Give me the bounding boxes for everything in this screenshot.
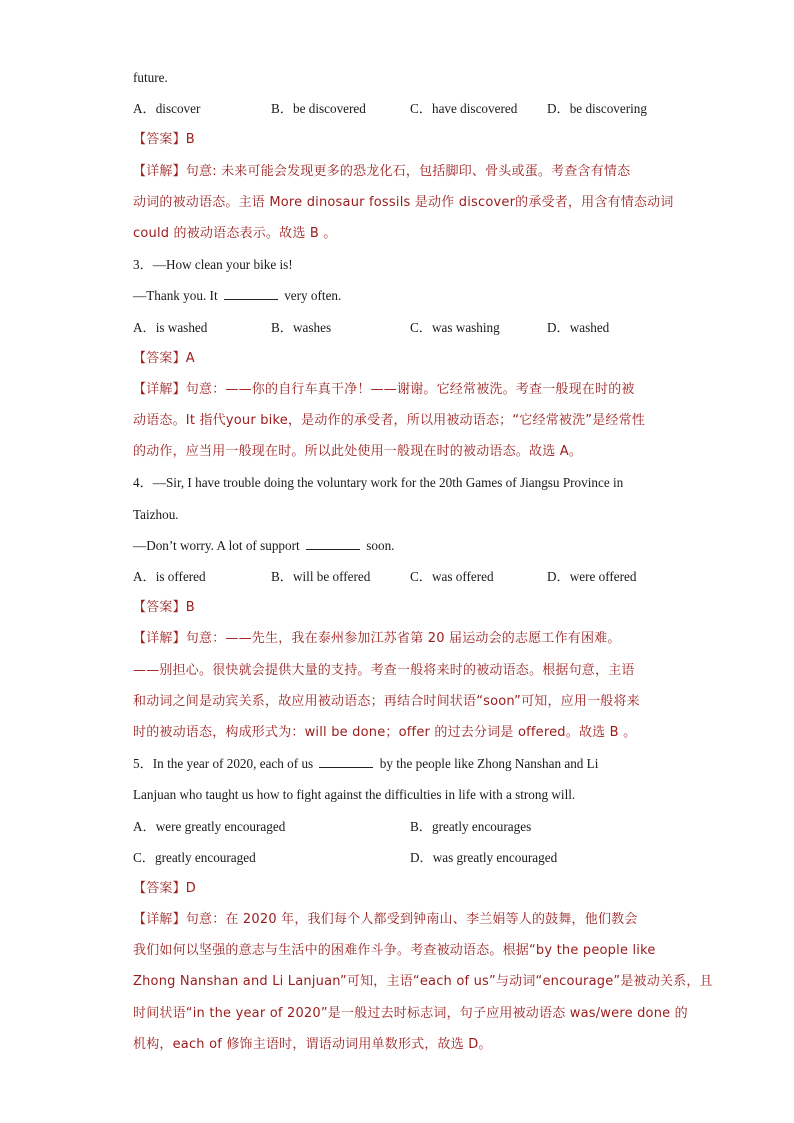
explanation-line: could 的被动语态表示。故选 B 。 — [133, 225, 337, 241]
question-with-blank: —Don’t worry. A lot of support soon. — [133, 537, 395, 553]
explanation-line: 和动词之间是动宾关系，故应用被动语态；再结合时间状语“soon”可知，应用一般将来 — [133, 693, 640, 709]
question-text: 4．—Sir, I have trouble doing the voluntary work for the 20th Games of Jiangsu Province in — [133, 475, 624, 491]
question-with-blank: —Thank you. It very often. — [133, 288, 342, 304]
options-row — [133, 842, 663, 873]
answer-line: 【答案】A — [133, 350, 195, 366]
question-with-blank: 5．In the year of 2020, each of us by the people like Zhong Nanshan and Li — [133, 756, 599, 772]
explanation-line: 【详解】句意：在 2020 年，我们每个人都受到钟南山、李兰娟等人的鼓舞，他们教会 — [133, 912, 638, 928]
option-a: A．were greatly encouraged — [133, 818, 286, 834]
explanation-line: 的动作，应当用一般现在时。所以此处使用一般现在时的被动语态。故选 A。 — [133, 444, 583, 460]
question-text: Taizhou. — [133, 506, 179, 522]
explanation-line: 机构，each of 修饰主语时，谓语动词用单数形式，故选 D。 — [133, 1036, 492, 1052]
options-row — [133, 561, 663, 592]
question-text: Lanjuan who taught us how to fight against the difficulties in life with a strong will. — [133, 787, 576, 803]
question-text: 3．—How clean your bike is! — [133, 257, 293, 273]
option-d: D．were offered — [547, 569, 637, 584]
option-a: A．discover — [133, 101, 201, 117]
explanation-line: 时间状语“in the year of 2020”是一般过去时标志词，句子应用被动语态 was/were done 的 — [133, 1005, 688, 1021]
answer-line: 【答案】B — [133, 132, 195, 148]
explanation-line: 【详解】句意：——你的自行车真干净！——谢谢。它经常被洗。考查一般现在时的被 — [133, 381, 635, 397]
option-c: C．have discovered — [410, 101, 518, 117]
answer-blank — [319, 756, 373, 768]
question-text: future. — [133, 70, 168, 85]
option-b: B．washes — [271, 319, 332, 335]
option-a: A．is washed — [133, 319, 208, 335]
options-row — [133, 811, 663, 842]
explanation-line: 时的被动语态，构成形式为：will be done；offer 的过去分词是 offered。故选 B 。 — [133, 724, 637, 740]
option-d: D．washed — [547, 319, 610, 335]
explanation-line: Zhong Nanshan and Li Lanjuan”可知，主语“each of us”与动词“encourage”是被动关系，且 — [133, 974, 713, 990]
explanation-line: ——别担心。很快就会提供大量的支持。考查一般将来时的被动语态。根据句意，主语 — [133, 662, 635, 678]
option-b: B．be discovered — [271, 101, 366, 117]
answer-line: 【答案】D — [133, 880, 197, 896]
option-c: C．was offered — [410, 569, 494, 584]
option-b: B．will be offered — [271, 569, 371, 584]
document-page — [133, 62, 713, 1060]
explanation-line: 我们如何以坚强的意志与生活中的困难作斗争。考查被动语态。根据“by the people like — [133, 943, 656, 959]
option-a: A．is offered — [133, 569, 206, 584]
option-a: C．greatly encouraged — [133, 849, 256, 865]
answer-line: 【答案】B — [133, 600, 195, 616]
options-row — [133, 312, 663, 343]
option-b: B．greatly encourages — [410, 818, 532, 834]
explanation-line: 【详解】句意：——先生，我在泰州参加江苏省第 20 届运动会的志愿工作有困难。 — [133, 631, 621, 647]
answer-blank — [306, 538, 360, 550]
option-c: C．was washing — [410, 319, 500, 335]
option-d: D．be discovering — [547, 101, 647, 117]
explanation-line: 动词的被动语态。主语 More dinosaur fossils 是动作 discover的承受者，用含有情态动词 — [133, 194, 674, 210]
option-b: D．was greatly encouraged — [410, 849, 558, 865]
explanation-line: 【详解】句意: 未来可能会发现更多的恐龙化石，包括脚印、骨头或蛋。考查含有情态 — [133, 163, 631, 179]
options-row — [133, 93, 663, 124]
answer-blank — [224, 288, 278, 300]
explanation-line: 动语态。It 指代your bike，是动作的承受者，所以用被动语态；“它经常被洗”是经常性 — [133, 413, 646, 429]
